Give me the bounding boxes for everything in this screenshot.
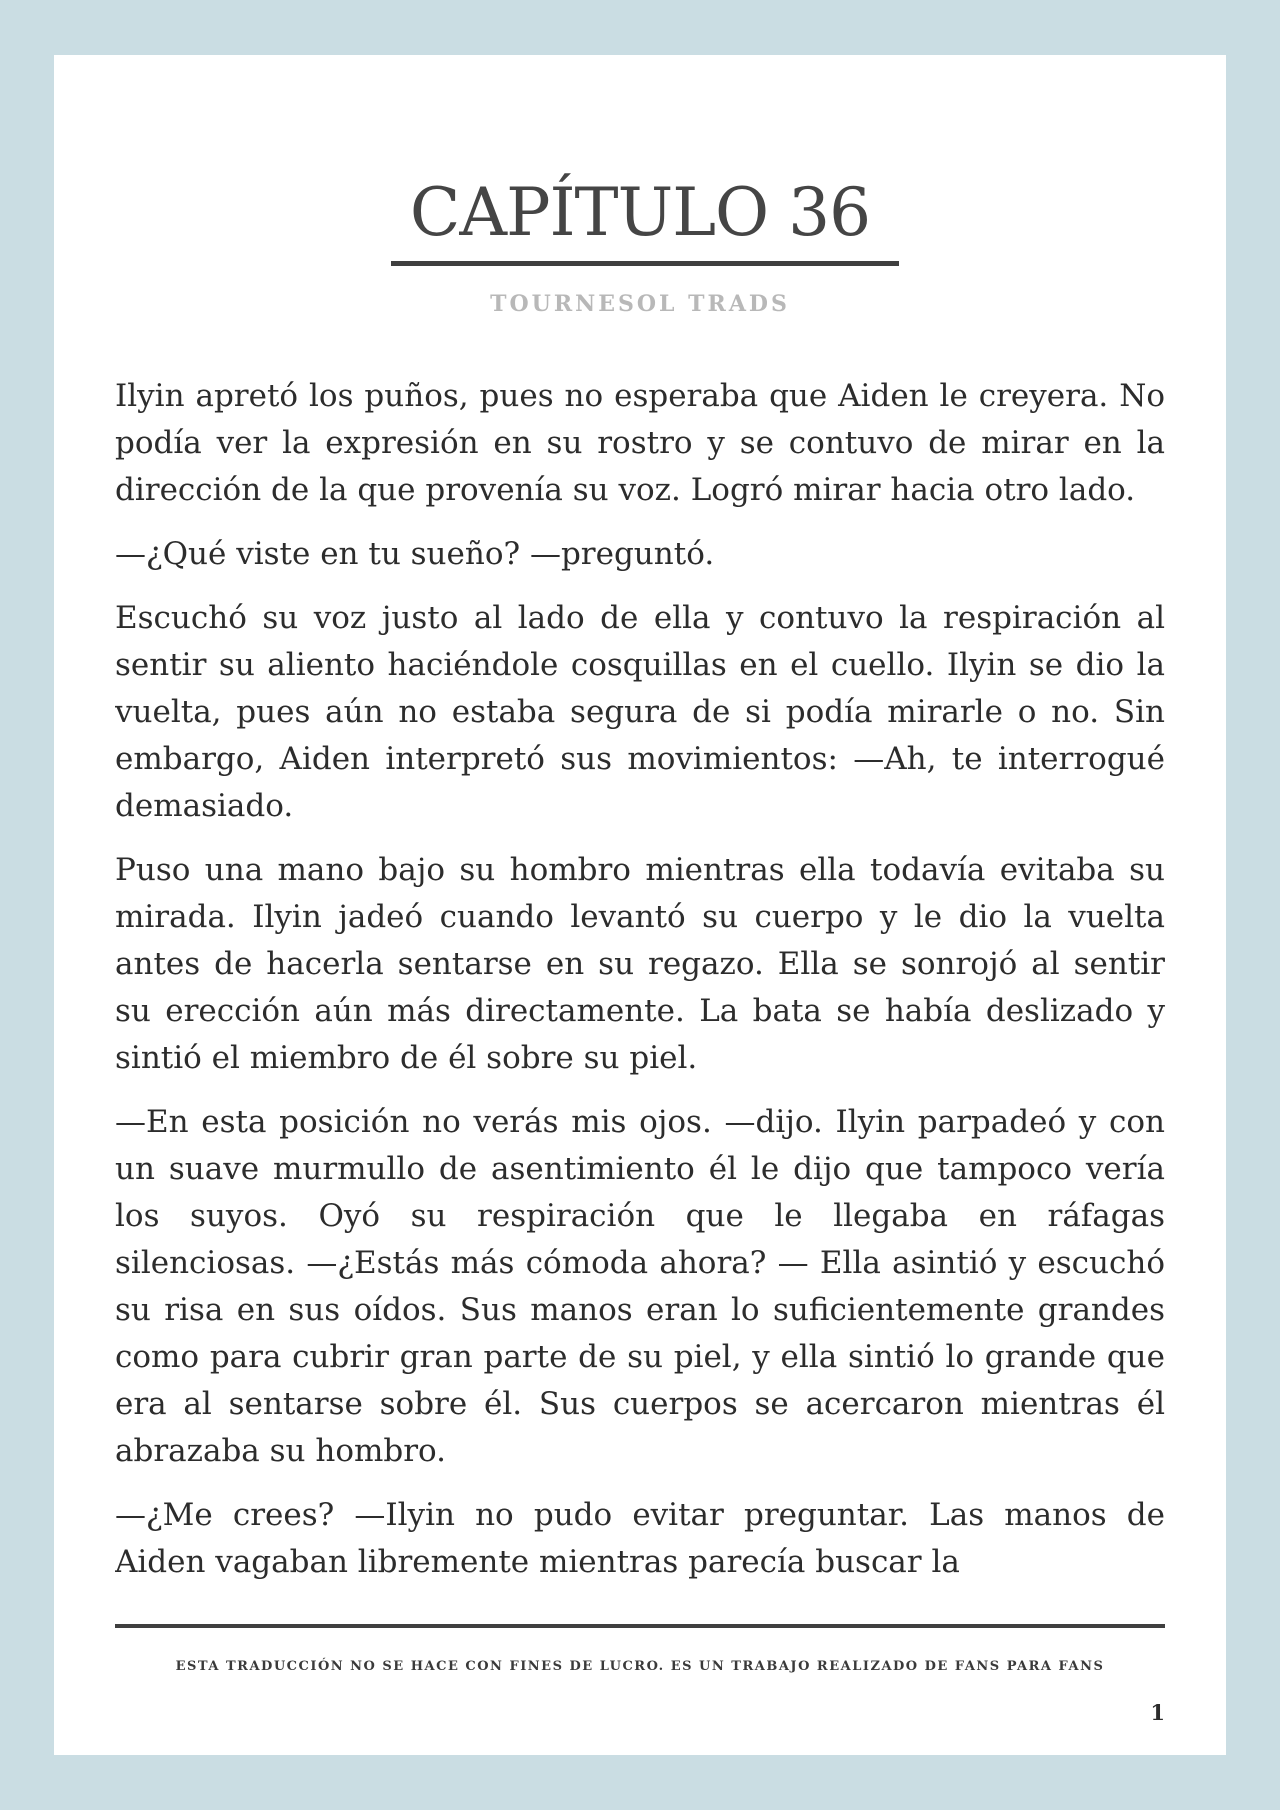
paragraph-3: Escuchó su voz justo al lado de ella y contuvo la respiración al sentir su aliento haciéndole cosquillas en el cuello. Ilyin se dio la vuelta, pues aún no estaba segura de si podía mirarle o no. Sin embargo, Aiden interpretó sus movimientos: —Ah, te interrogué demasiado.: [115, 600, 1165, 824]
page-number: 1: [1150, 1700, 1165, 1725]
translator-credit: TOURNESOL TRADS: [490, 291, 790, 317]
paragraph-5: —En esta posición no verás mis ojos. —dijo. Ilyin parpadeó y con un suave murmullo de asentimiento él le dijo que tampoco vería los suyos. Oyó su respiración que le llegaba en ráfagas silenciosas. —¿Estás más cómoda ahora? — Ella asintió y escuchó su risa en sus oídos. Sus manos eran lo suficientemente grandes como para cubrir gran parte de su piel, y ella sintió lo grande que era al sentarse sobre él. Sus cuerpos se acercaron mientras él abrazaba su hombro.: [115, 1104, 1165, 1469]
paragraph-4: Puso una mano bajo su hombro mientras ella todavía evitaba su mirada. Ilyin jadeó cuando levantó su cuerpo y le dio la vuelta antes de hacerla sentarse en su regazo. Ella se sonrojó al sentir su erección aún más directamente. La bata se había deslizado y sintió el miembro de él sobre su piel.: [115, 852, 1165, 1076]
footer-disclaimer: ESTA TRADUCCIÓN NO SE HACE CON FINES DE LUCRO. ES UN TRABAJO REALIZADO DE FANS PARA FANS: [175, 1659, 1105, 1674]
document-page: [54, 55, 1226, 1755]
title-underline: [391, 261, 899, 266]
paragraph-6: —¿Me crees? —Ilyin no pudo evitar preguntar. Las manos de Aiden vagaban libremente mientras parecía buscar la: [115, 1497, 1165, 1580]
paragraph-2: —¿Qué viste en tu sueño? —preguntó.: [115, 536, 715, 572]
paragraph-1: Ilyin apretó los puños, pues no esperaba que Aiden le creyera. No podía ver la expresión en su rostro y se contuvo de mirar en la dirección de la que provenía su voz. Logró mirar hacia otro lado.: [115, 378, 1165, 508]
footer-divider: [115, 1624, 1165, 1628]
chapter-title: CAPÍTULO 36: [409, 174, 871, 251]
chapter-body: [115, 373, 1165, 1641]
